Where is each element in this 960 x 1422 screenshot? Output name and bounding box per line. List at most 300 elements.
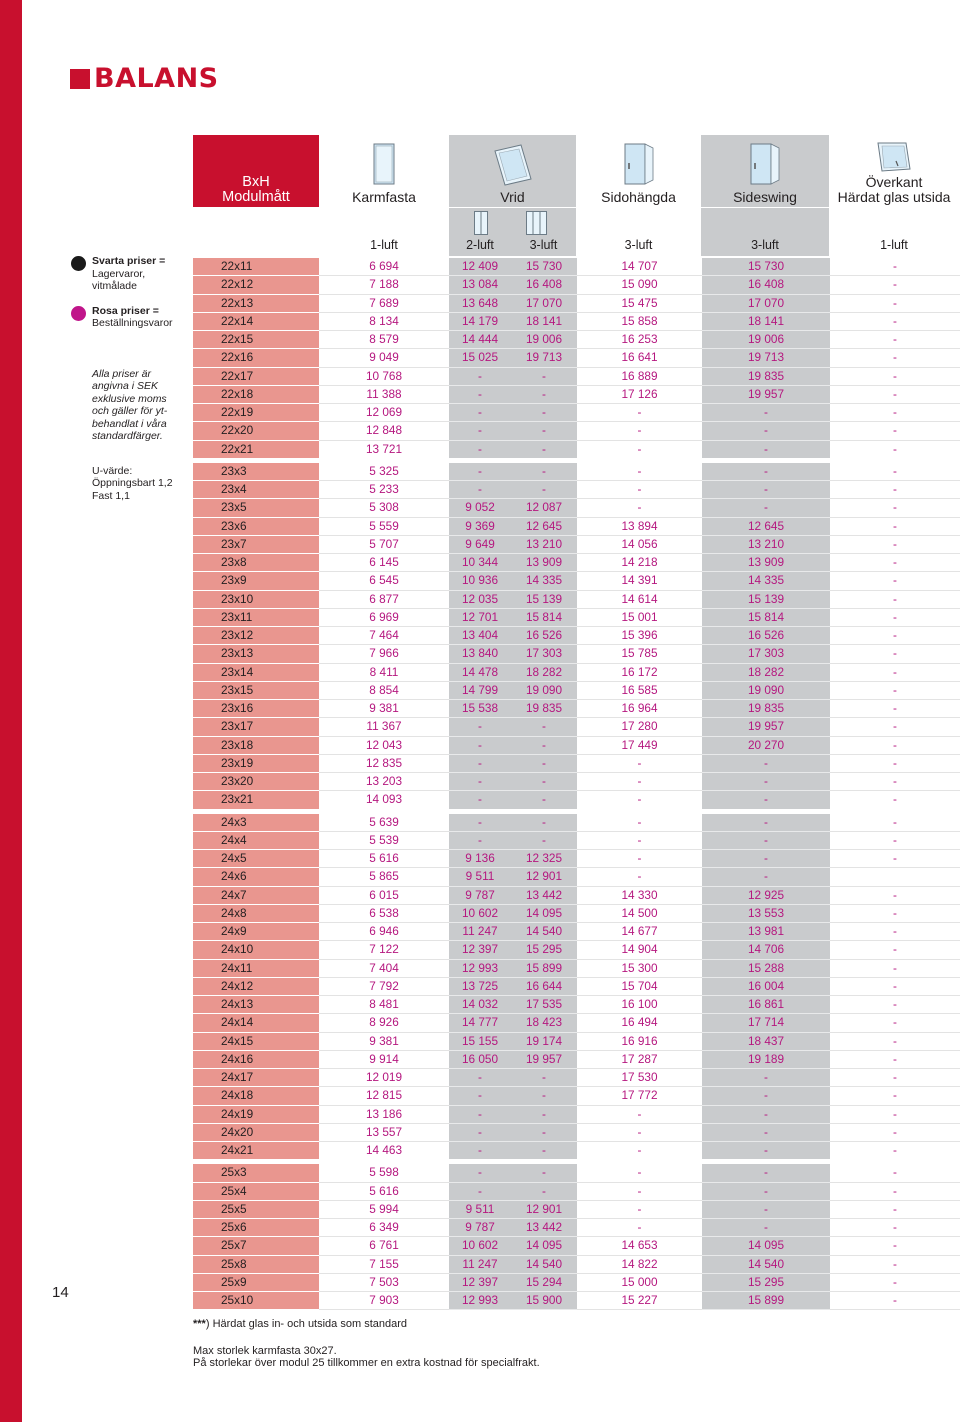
fixed-window-icon [373, 143, 395, 185]
vrid-3-price: - [511, 481, 577, 499]
karmfasta-price: 6 969 [319, 608, 449, 626]
size-cell: 22x15 [193, 331, 319, 349]
vrid-2-price: 14 444 [449, 331, 511, 349]
vrid-3-price: 12 087 [511, 499, 577, 517]
size-cell: 24x17 [193, 1069, 319, 1087]
sideswing-price: 19 006 [702, 331, 830, 349]
vrid-2-price: 9 787 [449, 886, 511, 904]
vrid-2-price: 12 397 [449, 1273, 511, 1291]
overkant-price: - [830, 904, 960, 922]
vrid-3-price: - [511, 1182, 577, 1200]
header-sideswing: Sideswing [701, 135, 829, 207]
vrid-2-price: 13 725 [449, 977, 511, 995]
overkant-price: - [830, 572, 960, 590]
overkant-price: - [830, 941, 960, 959]
karmfasta-price: 7 689 [319, 294, 449, 312]
size-cell: 22x17 [193, 367, 319, 385]
table-row [193, 1069, 960, 1087]
overkant-price: - [830, 1069, 960, 1087]
vrid-2-price: - [449, 460, 511, 480]
vrid-3-price: 17 070 [511, 294, 577, 312]
table-row [193, 517, 960, 535]
vrid-2-price: - [449, 404, 511, 422]
sidohangda-price: - [577, 422, 702, 440]
sideswing-price: 17 070 [702, 294, 830, 312]
sideswing-price: 19 713 [702, 349, 830, 367]
side-hung-window-icon [624, 143, 654, 185]
karmfasta-price: 6 694 [319, 258, 449, 276]
overkant-price: - [830, 996, 960, 1014]
karmfasta-price: 6 145 [319, 554, 449, 572]
sideswing-price: 15 139 [702, 590, 830, 608]
vrid-3-price: 19 835 [511, 700, 577, 718]
overkant-price: - [830, 1255, 960, 1273]
sidohangda-price: - [577, 1162, 702, 1182]
black-dot-icon [71, 256, 86, 271]
vrid-3-price: 15 139 [511, 590, 577, 608]
vrid-2-price: 9 136 [449, 850, 511, 868]
table-row [193, 831, 960, 849]
vrid-3-price: - [511, 791, 577, 811]
sideswing-price: 20 270 [702, 736, 830, 754]
size-cell: 23x9 [193, 572, 319, 590]
overkant-price: - [830, 718, 960, 736]
overkant-price: - [830, 440, 960, 460]
vrid-3-price: - [511, 1123, 577, 1141]
table-row [193, 736, 960, 754]
table-row [193, 608, 960, 626]
vrid-3-price: 14 540 [511, 1255, 577, 1273]
sidohangda-price: - [577, 811, 702, 831]
sideswing-price: 15 814 [702, 608, 830, 626]
vrid-3-price: - [511, 1162, 577, 1182]
vrid-2-price: - [449, 1182, 511, 1200]
overkant-price: - [830, 1014, 960, 1032]
sidohangda-price: 14 677 [577, 923, 702, 941]
vrid-3-price: 15 294 [511, 1273, 577, 1291]
karmfasta-price: 7 188 [319, 276, 449, 294]
sideswing-price: 14 095 [702, 1237, 830, 1255]
table-row [193, 923, 960, 941]
karmfasta-price: 9 049 [319, 349, 449, 367]
sideswing-price: 15 730 [702, 258, 830, 276]
karmfasta-price: 6 349 [319, 1219, 449, 1237]
karmfasta-price: 13 203 [319, 773, 449, 791]
overkant-price: - [830, 1087, 960, 1105]
overkant-price: - [830, 811, 960, 831]
vrid-2-price: 13 648 [449, 294, 511, 312]
size-cell: 24x3 [193, 811, 319, 831]
vrid-2-price: 10 602 [449, 904, 511, 922]
sidohangda-price: 14 391 [577, 572, 702, 590]
vrid-2-price: 12 397 [449, 941, 511, 959]
karmfasta-price: 5 325 [319, 460, 449, 480]
table-row [193, 590, 960, 608]
vrid-2-price: - [449, 811, 511, 831]
header-size-column [193, 135, 319, 207]
table-row [193, 258, 960, 276]
vrid-2-price: - [449, 718, 511, 736]
karmfasta-price: 8 134 [319, 312, 449, 330]
legend-black-prices: Svarta priser = Lagervaror, vitmålade [71, 255, 183, 293]
table-row [193, 1087, 960, 1105]
overkant-price: - [830, 663, 960, 681]
table-row [193, 1200, 960, 1218]
vrid-3-price: 15 730 [511, 258, 577, 276]
karmfasta-price: 6 015 [319, 886, 449, 904]
karmfasta-price: 7 464 [319, 627, 449, 645]
vrid-3-price: 15 814 [511, 608, 577, 626]
vrid-2-price: - [449, 385, 511, 403]
size-cell: 24x12 [193, 977, 319, 995]
karmfasta-price: 5 598 [319, 1162, 449, 1182]
size-cell: 24x21 [193, 1142, 319, 1162]
sideswing-price: 16 526 [702, 627, 830, 645]
vrid-3-price: 12 645 [511, 517, 577, 535]
header-overkant [829, 135, 959, 207]
size-cell: 25x6 [193, 1219, 319, 1237]
vrid-3-price: 13 909 [511, 554, 577, 572]
table-row [193, 535, 960, 553]
sideswing-price: - [702, 499, 830, 517]
size-cell: 23x13 [193, 645, 319, 663]
footnote-max-size: Max storlek karmfasta 30x27. [193, 1345, 337, 1357]
karmfasta-price: 14 463 [319, 1142, 449, 1162]
overkant-price: - [830, 367, 960, 385]
overkant-price: - [830, 773, 960, 791]
size-cell: 24x11 [193, 959, 319, 977]
vrid-3-price: - [511, 754, 577, 772]
overkant-price: - [830, 977, 960, 995]
overkant-price: - [830, 886, 960, 904]
karmfasta-price: 5 707 [319, 535, 449, 553]
size-cell: 23x6 [193, 517, 319, 535]
vrid-3-price: 19 713 [511, 349, 577, 367]
vrid-2-price: 9 052 [449, 499, 511, 517]
footnote-extra-cost: På storlekar över modul 25 tillkommer en extra kostnad för specialfrakt. [193, 1357, 540, 1369]
vrid-3-price: 16 644 [511, 977, 577, 995]
sidohangda-price: 14 904 [577, 941, 702, 959]
table-row [193, 754, 960, 772]
table-row [193, 404, 960, 422]
size-cell: 23x12 [193, 627, 319, 645]
table-row [193, 331, 960, 349]
overkant-price: - [830, 554, 960, 572]
sideswing-price: - [702, 831, 830, 849]
table-row [193, 385, 960, 403]
overkant-price: - [830, 1200, 960, 1218]
sidohangda-price: 16 172 [577, 663, 702, 681]
vrid-3-price: - [511, 460, 577, 480]
vrid-3-price: 19 006 [511, 331, 577, 349]
vrid-2-price: 12 035 [449, 590, 511, 608]
sidohangda-price: 15 858 [577, 312, 702, 330]
karmfasta-price: 5 559 [319, 517, 449, 535]
karmfasta-price: 12 835 [319, 754, 449, 772]
table-row [193, 977, 960, 995]
sidohangda-price: - [577, 1219, 702, 1237]
sideswing-price: 15 899 [702, 1292, 830, 1310]
karmfasta-price: 9 381 [319, 700, 449, 718]
sideswing-price: 19 189 [702, 1050, 830, 1068]
table-row [193, 1292, 960, 1310]
karmfasta-price: 5 639 [319, 811, 449, 831]
overkant-price: - [830, 1123, 960, 1141]
overkant-price: - [830, 700, 960, 718]
karmfasta-price: 5 865 [319, 868, 449, 886]
size-cell: 25x9 [193, 1273, 319, 1291]
sidohangda-price: 17 287 [577, 1050, 702, 1068]
karmfasta-price: 8 854 [319, 681, 449, 699]
table-row [193, 681, 960, 699]
table-row [193, 440, 960, 460]
size-cell: 22x20 [193, 422, 319, 440]
overkant-price: - [830, 1105, 960, 1123]
sideswing-price: 19 957 [702, 385, 830, 403]
size-cell: 25x3 [193, 1162, 319, 1182]
sidohangda-price: 14 330 [577, 886, 702, 904]
karmfasta-price: 8 579 [319, 331, 449, 349]
vrid-2-price: - [449, 440, 511, 460]
sideswing-price: - [702, 791, 830, 811]
vrid-2-price: - [449, 1069, 511, 1087]
vrid-2-price: 16 050 [449, 1050, 511, 1068]
sidohangda-price: - [577, 481, 702, 499]
table-row [193, 349, 960, 367]
size-cell: 23x17 [193, 718, 319, 736]
vrid-3-price: 18 423 [511, 1014, 577, 1032]
sidohangda-price: - [577, 773, 702, 791]
karmfasta-price: 5 539 [319, 831, 449, 849]
vrid-2-price: - [449, 773, 511, 791]
vrid-3-price: 13 442 [511, 886, 577, 904]
table-row [193, 645, 960, 663]
sideswing-price: 14 540 [702, 1255, 830, 1273]
table-row [193, 1255, 960, 1273]
table-row [193, 1014, 960, 1032]
sidohangda-price: 14 218 [577, 554, 702, 572]
karmfasta-price: 6 946 [319, 923, 449, 941]
vrid-2-price: 15 538 [449, 700, 511, 718]
sidohangda-price: 14 500 [577, 904, 702, 922]
size-cell: 22x16 [193, 349, 319, 367]
overkant-price: - [830, 736, 960, 754]
subheader-sideswing: 3-luft [751, 238, 779, 252]
size-cell: 23x4 [193, 481, 319, 499]
sideswing-price: 15 288 [702, 959, 830, 977]
vrid-3-price: 14 335 [511, 572, 577, 590]
price-legend [71, 255, 183, 502]
table-row [193, 499, 960, 517]
vrid-3-price: 17 303 [511, 645, 577, 663]
overkant-price: - [830, 349, 960, 367]
legend-pink-prices: Rosa priser = Beställningsvaror [71, 305, 183, 330]
left-red-margin-bar [0, 0, 22, 1422]
pink-dot-icon [71, 306, 86, 321]
karmfasta-price: 9 381 [319, 1032, 449, 1050]
karmfasta-price: 12 069 [319, 404, 449, 422]
vrid-2-price: 14 777 [449, 1014, 511, 1032]
sidohangda-price: 15 227 [577, 1292, 702, 1310]
vrid-3-price: 12 901 [511, 1200, 577, 1218]
vrid-2-price: - [449, 1162, 511, 1182]
karmfasta-price: 12 019 [319, 1069, 449, 1087]
sidohangda-price: - [577, 831, 702, 849]
header-vrid: Vrid [449, 135, 576, 207]
karmfasta-price: 7 503 [319, 1273, 449, 1291]
sideswing-price: - [702, 773, 830, 791]
overkant-price: - [830, 1273, 960, 1291]
overkant-price: - [830, 1219, 960, 1237]
table-row [193, 460, 960, 480]
size-cell: 23x11 [193, 608, 319, 626]
subheader-vrid-2: 2-luft [466, 238, 494, 252]
sideswing-price: 19 835 [702, 700, 830, 718]
sideswing-price: - [702, 422, 830, 440]
sideswing-price: 18 141 [702, 312, 830, 330]
vrid-3-price: - [511, 1087, 577, 1105]
size-cell: 23x10 [193, 590, 319, 608]
overkant-price: - [830, 831, 960, 849]
sidohangda-price: 16 585 [577, 681, 702, 699]
vrid-3-price: 19 957 [511, 1050, 577, 1068]
karmfasta-price: 13 721 [319, 440, 449, 460]
table-row [193, 791, 960, 811]
vrid-2-price: 10 344 [449, 554, 511, 572]
size-cell: 22x11 [193, 258, 319, 276]
vrid-3-price: - [511, 404, 577, 422]
sideswing-price: - [702, 1219, 830, 1237]
sidohangda-price: - [577, 1142, 702, 1162]
sideswing-price: 19 090 [702, 681, 830, 699]
overkant-price: - [830, 481, 960, 499]
size-cell: 23x8 [193, 554, 319, 572]
vrid-3-price: - [511, 811, 577, 831]
table-row [193, 1182, 960, 1200]
vrid-2-price: 15 155 [449, 1032, 511, 1050]
karmfasta-price: 5 616 [319, 1182, 449, 1200]
table-row [193, 312, 960, 330]
sideswing-price: - [702, 1069, 830, 1087]
vrid-2-price: 10 602 [449, 1237, 511, 1255]
vrid-3-price: 16 408 [511, 276, 577, 294]
table-row [193, 1105, 960, 1123]
sideswing-price: 15 295 [702, 1273, 830, 1291]
vrid-2-price: - [449, 1087, 511, 1105]
table-row [193, 868, 960, 886]
overkant-price: - [830, 959, 960, 977]
vrid-2-price: 12 701 [449, 608, 511, 626]
sideswing-price: - [702, 440, 830, 460]
vrid-3-price: 18 282 [511, 663, 577, 681]
logo-red-square [70, 69, 90, 89]
vrid-3-price: 13 210 [511, 535, 577, 553]
sidohangda-price: - [577, 868, 702, 886]
table-row [193, 886, 960, 904]
tilt-turn-window-icon [491, 143, 535, 187]
sideswing-price: 13 981 [702, 923, 830, 941]
size-cell: 23x14 [193, 663, 319, 681]
sidohangda-price: 15 090 [577, 276, 702, 294]
vrid-2-price: - [449, 736, 511, 754]
table-row [193, 1032, 960, 1050]
size-cell: 24x13 [193, 996, 319, 1014]
vrid-2-price: 13 840 [449, 645, 511, 663]
size-cell: 23x16 [193, 700, 319, 718]
overkant-price: - [830, 535, 960, 553]
vrid-3-price: - [511, 1105, 577, 1123]
overkant-price: - [830, 1162, 960, 1182]
vrid-2-price: 13 404 [449, 627, 511, 645]
table-row [193, 904, 960, 922]
vrid-2-price: - [449, 1123, 511, 1141]
vrid-3-price: 19 090 [511, 681, 577, 699]
karmfasta-price: 6 761 [319, 1237, 449, 1255]
sidohangda-price: - [577, 1123, 702, 1141]
karmfasta-price: 11 367 [319, 718, 449, 736]
vrid-3-price: 15 900 [511, 1292, 577, 1310]
size-cell: 24x9 [193, 923, 319, 941]
overkant-price: - [830, 312, 960, 330]
sidohangda-price: 14 056 [577, 535, 702, 553]
three-pane-icon [526, 211, 547, 235]
karmfasta-price: 12 815 [319, 1087, 449, 1105]
vrid-2-price: 9 369 [449, 517, 511, 535]
size-cell: 25x8 [193, 1255, 319, 1273]
page-number: 14 [52, 1284, 69, 1301]
vrid-3-price: - [511, 367, 577, 385]
sidohangda-price: 17 449 [577, 736, 702, 754]
vrid-2-price: 11 247 [449, 1255, 511, 1273]
size-cell: 22x14 [193, 312, 319, 330]
karmfasta-price: 7 966 [319, 645, 449, 663]
karmfasta-price: 11 388 [319, 385, 449, 403]
vrid-2-price: 9 649 [449, 535, 511, 553]
balans-logo [70, 63, 219, 94]
sideswing-price: 16 408 [702, 276, 830, 294]
table-row [193, 367, 960, 385]
karmfasta-price: 6 545 [319, 572, 449, 590]
karmfasta-price: 5 308 [319, 499, 449, 517]
size-cell: 23x15 [193, 681, 319, 699]
sidohangda-price: 17 280 [577, 718, 702, 736]
karmfasta-price: 7 155 [319, 1255, 449, 1273]
vrid-2-price: - [449, 831, 511, 849]
overkant-price: - [830, 1292, 960, 1310]
sidohangda-price: 16 641 [577, 349, 702, 367]
table-row [193, 1123, 960, 1141]
size-cell: 25x10 [193, 1292, 319, 1310]
sideswing-price: - [702, 1182, 830, 1200]
overkant-price: - [830, 404, 960, 422]
overkant-price: - [830, 331, 960, 349]
overkant-price: - [830, 294, 960, 312]
sideswing-price: - [702, 1142, 830, 1162]
table-row [193, 700, 960, 718]
sideswing-price: 13 909 [702, 554, 830, 572]
overkant-price: - [830, 1182, 960, 1200]
vrid-3-price: 18 141 [511, 312, 577, 330]
table-row [193, 1273, 960, 1291]
overkant-price: - [830, 1050, 960, 1068]
overkant-price: - [830, 258, 960, 276]
sideswing-price: - [702, 850, 830, 868]
subheader-karmfasta: 1-luft [370, 238, 398, 252]
overkant-price: - [830, 460, 960, 480]
sidohangda-price: 16 100 [577, 996, 702, 1014]
overkant-price: - [830, 645, 960, 663]
size-cell: 25x4 [193, 1182, 319, 1200]
